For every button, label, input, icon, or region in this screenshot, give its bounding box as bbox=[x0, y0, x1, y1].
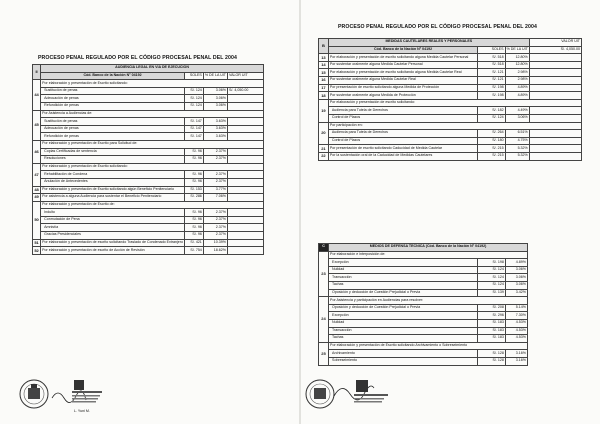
row-valor-empty bbox=[227, 95, 263, 103]
section-numeral: B bbox=[319, 39, 329, 54]
row-soles: S/. 198 bbox=[478, 92, 505, 100]
row-label: Amnistía bbox=[41, 224, 185, 232]
row-valor-empty bbox=[529, 54, 581, 62]
row-valor-empty bbox=[529, 114, 581, 122]
seal-emblem-icon bbox=[354, 380, 388, 403]
table-row bbox=[319, 99, 582, 107]
table-row bbox=[319, 61, 582, 69]
row-number: 20 bbox=[319, 122, 329, 145]
left-fee-table bbox=[32, 64, 264, 255]
table-row bbox=[319, 92, 582, 100]
table-row-subitem bbox=[33, 95, 264, 103]
row-soles: S/. 96 bbox=[184, 224, 203, 232]
row-soles: S/. 182 bbox=[478, 107, 505, 115]
row-valor-empty bbox=[529, 76, 581, 84]
row-pct-uit: 18.62% bbox=[203, 247, 227, 255]
section-numeral: II bbox=[33, 65, 41, 80]
table-row-subitem bbox=[33, 118, 264, 126]
table-row bbox=[319, 152, 582, 160]
row-label: Por elaboración y presentación de Escrito de: bbox=[41, 201, 264, 209]
row-label: Por asistencia a alguna Audiencia para sustentar el Beneficio Penitenciario bbox=[41, 194, 185, 202]
table-row-subitem bbox=[33, 125, 264, 133]
row-soles: S/. 286 bbox=[184, 194, 203, 202]
row-number: 52 bbox=[34, 247, 39, 253]
row-soles: S/. 128 bbox=[477, 350, 505, 358]
row-label: Adecuación de penas bbox=[41, 125, 185, 133]
table-row bbox=[33, 80, 264, 88]
row-label: Por sustentar oralmente alguna Medida Cautelar Real bbox=[328, 76, 478, 84]
right-column-header-row bbox=[319, 46, 582, 54]
row-number: 21 bbox=[319, 145, 329, 153]
row-label: Tachas bbox=[329, 335, 478, 343]
right-defensa-table bbox=[318, 243, 528, 366]
row-number: 47 bbox=[33, 163, 41, 186]
table-row-subitem bbox=[319, 281, 528, 289]
row-label: Transacción bbox=[329, 274, 478, 282]
row-label: Refundición de penas bbox=[41, 133, 185, 141]
page-fold-divider bbox=[299, 0, 301, 424]
table-row-subitem bbox=[33, 133, 264, 141]
row-label: Por elaboración y presentación de escrito de Acción de Revisión bbox=[41, 247, 185, 255]
right-official-seals bbox=[300, 366, 420, 420]
row-number: 49 bbox=[34, 194, 39, 200]
row-label: Transacción bbox=[329, 327, 478, 335]
right-bottom-section-header-row bbox=[319, 244, 528, 252]
row-label: Por sustentar oralmente alguna Medida Cautelar Personal bbox=[328, 61, 478, 69]
row-valor-empty bbox=[529, 69, 581, 77]
header-soles: SOLES bbox=[184, 72, 203, 80]
table-row bbox=[319, 76, 582, 84]
row-valor-empty bbox=[529, 152, 581, 160]
row-soles: S/. 153 bbox=[184, 186, 203, 194]
section-title: MEDIOS DE DEFENSA TECNICA (Cód. Banco de la Nación N° 04192) bbox=[329, 244, 528, 252]
row-pct-uit: 4.53% bbox=[505, 335, 527, 343]
row-soles: S/. 121 bbox=[478, 69, 505, 77]
row-valor-empty bbox=[227, 216, 263, 224]
row-valor-empty bbox=[227, 148, 263, 156]
table-row-subitem bbox=[319, 137, 582, 145]
table-row-subitem bbox=[319, 274, 528, 282]
row-number: 24 bbox=[319, 297, 329, 343]
row-pct-uit: 3.06% bbox=[203, 102, 227, 110]
table-row-subitem bbox=[33, 216, 264, 224]
row-pct-uit: 4.49% bbox=[505, 107, 529, 115]
table-row bbox=[33, 140, 264, 148]
row-pct-uit: 3.06% bbox=[505, 114, 529, 122]
row-valor-empty bbox=[227, 133, 263, 141]
row-label: Oposición y deducción de Cuestión Prejudicial o Previa bbox=[329, 289, 478, 297]
header-valor-uit: VALOR UIT bbox=[227, 72, 263, 80]
row-soles: S/. 421 bbox=[184, 239, 203, 247]
row-soles: S/. 180 bbox=[478, 137, 505, 145]
row-pct-uit: 2.37% bbox=[203, 178, 227, 186]
row-soles: S/. 147 bbox=[184, 118, 203, 126]
row-soles: S/. 296 bbox=[477, 312, 505, 320]
row-label: Audiencia para Tutela de Derechos bbox=[328, 130, 478, 138]
section-title: MEDIDAS CAUTELARES REALES Y PERSONALES bbox=[328, 39, 529, 47]
row-label: Por presentación de escrito solicitando Caducidad de Medida Cautelar bbox=[328, 145, 478, 153]
table-row-subitem bbox=[33, 102, 264, 110]
row-pct-uit: 4.89% bbox=[505, 259, 527, 267]
row-label: Archivamiento bbox=[329, 350, 478, 358]
row-soles: S/. 96 bbox=[184, 178, 203, 186]
row-label: Sobreseimiento bbox=[329, 357, 478, 365]
row-pct-uit: 3.63% bbox=[203, 118, 227, 126]
row-pct-uit: 10.39% bbox=[203, 239, 227, 247]
row-number: 50 bbox=[33, 201, 41, 239]
table-row-subitem bbox=[319, 319, 528, 327]
header-pct-uit: % DE LA UIT bbox=[505, 46, 529, 54]
row-pct-uit: 12.80% bbox=[505, 61, 529, 69]
row-soles: S/. 139 bbox=[477, 289, 505, 297]
row-label: Por la sustentación oral de la Caducidad de Medidas Cautelares bbox=[328, 152, 478, 160]
row-label: Copias Certificadas de sentencia bbox=[41, 148, 185, 156]
table-row-subitem bbox=[319, 266, 528, 274]
row-pct-uit: 4.53% bbox=[505, 327, 527, 335]
table-row-subitem bbox=[33, 156, 264, 164]
row-label: Por elaboración y presentación de escrito solicitando alguna Medida Cautelar Personal bbox=[328, 54, 478, 62]
row-label: Por elaboración y presentación de escrito solicitando alguna Medida Cautelar Real bbox=[328, 69, 478, 77]
row-label: Por Asistencia a Audiencias de: bbox=[41, 110, 264, 118]
row-soles: S/. 198 bbox=[477, 259, 505, 267]
row-pct-uit: 3.77% bbox=[203, 186, 227, 194]
table-row bbox=[33, 163, 264, 171]
table-row bbox=[319, 122, 582, 130]
row-soles: S/. 96 bbox=[184, 216, 203, 224]
row-pct-uit: 4.75% bbox=[505, 137, 529, 145]
table-row-subitem bbox=[319, 357, 528, 365]
row-label: Refundición de penas bbox=[41, 102, 185, 110]
table-row-subitem bbox=[33, 232, 264, 240]
table-row-subitem bbox=[33, 148, 264, 156]
row-label: Nulidad bbox=[329, 266, 478, 274]
row-soles: S/. 124 bbox=[184, 102, 203, 110]
row-number: 44 bbox=[33, 80, 41, 110]
row-label: Por elaboración y presentación de Escrito solicitando: bbox=[41, 80, 264, 88]
row-number: 18 bbox=[319, 92, 329, 100]
left-column-header-row bbox=[33, 72, 264, 80]
table-row-subitem bbox=[33, 224, 264, 232]
row-valor-empty bbox=[529, 130, 581, 138]
table-row-subitem bbox=[319, 130, 582, 138]
row-soles: S/. 518 bbox=[478, 61, 505, 69]
table-row-subitem bbox=[319, 259, 528, 267]
row-valor-empty bbox=[227, 156, 263, 164]
table-row bbox=[319, 251, 528, 259]
row-pct-uit: 6.51% bbox=[505, 130, 529, 138]
row-soles: S/. 208 bbox=[477, 304, 505, 312]
row-number: 46 bbox=[33, 140, 41, 163]
row-pct-uit: 2.37% bbox=[203, 171, 227, 179]
row-valor-empty bbox=[227, 186, 263, 194]
row-label: Por participación en: bbox=[328, 122, 581, 130]
section-title: AUDIENCIA LEGAL EN VIA DE EJECUCION bbox=[41, 65, 264, 73]
row-valor-empty bbox=[529, 137, 581, 145]
table-row bbox=[319, 54, 582, 62]
row-valor-empty bbox=[227, 247, 263, 255]
row-label: Gracias Presidenciales bbox=[41, 232, 185, 240]
row-soles: S/. 96 bbox=[184, 148, 203, 156]
valor-uit-amount: S/. 4,050.00 bbox=[529, 46, 581, 54]
row-valor-empty bbox=[227, 102, 263, 110]
section-numeral: C bbox=[319, 244, 329, 252]
row-number: 13 bbox=[319, 54, 329, 62]
table-row-subitem bbox=[319, 327, 528, 335]
row-number: 51 bbox=[34, 240, 39, 245]
left-signature-name: L. Yuni M. bbox=[74, 409, 90, 413]
row-soles: S/. 96 bbox=[184, 209, 203, 217]
row-soles: S/. 96 bbox=[184, 232, 203, 240]
row-label: Tachas bbox=[329, 281, 478, 289]
row-label: Control de Plazos bbox=[328, 137, 478, 145]
table-row bbox=[33, 110, 264, 118]
table-row-subitem bbox=[33, 209, 264, 217]
row-label: Por elaboración y presentación de Escrito solicitando algún Beneficio Penitenciario bbox=[41, 186, 185, 194]
table-row-subitem bbox=[33, 87, 264, 95]
row-valor-empty bbox=[529, 107, 581, 115]
right-section-header-row bbox=[319, 39, 582, 47]
row-pct-uit: 4.89% bbox=[505, 92, 529, 100]
row-valor-empty bbox=[227, 224, 263, 232]
row-valor-empty bbox=[227, 209, 263, 217]
row-valor-empty bbox=[529, 61, 581, 69]
row-soles: S/. 518 bbox=[478, 54, 505, 62]
row-pct-uit: 2.37% bbox=[203, 232, 227, 240]
row-valor-empty bbox=[227, 178, 263, 186]
row-valor-empty bbox=[529, 92, 581, 100]
table-row-subitem bbox=[319, 350, 528, 358]
row-label: Por elaboración y presentación de Escrito solicitando Archivamiento o Sobreseimiento bbox=[329, 342, 528, 350]
row-pct-uit: 7.30% bbox=[505, 312, 527, 320]
table-row bbox=[33, 186, 264, 194]
row-soles: S/. 96 bbox=[184, 171, 203, 179]
row-soles: S/. 121 bbox=[478, 76, 505, 84]
row-soles: S/. 124 bbox=[477, 266, 505, 274]
row-soles: S/. 183 bbox=[477, 319, 505, 327]
table-row-subitem bbox=[33, 178, 264, 186]
row-pct-uit: 7.06% bbox=[203, 194, 227, 202]
row-label: Por presentación de escrito solicitando alguna Medida de Protección bbox=[328, 84, 478, 92]
row-soles: S/. 128 bbox=[477, 357, 505, 365]
row-soles: S/. 124 bbox=[477, 281, 505, 289]
row-pct-uit: 3.63% bbox=[203, 125, 227, 133]
header-soles: SOLES bbox=[478, 46, 505, 54]
right-page-title: PROCESO PENAL REGULADO POR EL CÓDIGO PROCESAL PENAL DEL 2004 bbox=[338, 24, 537, 30]
row-pct-uit: 3.16% bbox=[505, 357, 527, 365]
row-number: 19 bbox=[319, 99, 329, 122]
row-pct-uit: 5.14% bbox=[505, 304, 527, 312]
row-number: 17 bbox=[319, 84, 329, 92]
table-row-subitem bbox=[319, 107, 582, 115]
row-soles: S/. 183 bbox=[477, 327, 505, 335]
right-medidas-table bbox=[318, 38, 582, 161]
row-number: 14 bbox=[319, 61, 329, 69]
row-pct-uit: 2.37% bbox=[203, 209, 227, 217]
row-soles: S/. 124 bbox=[184, 95, 203, 103]
header-valor-uit: VALOR UIT bbox=[529, 39, 581, 47]
valor-uit-amount: S/. 4,050.00 bbox=[227, 87, 263, 95]
row-pct-uit: 3.06% bbox=[203, 87, 227, 95]
row-soles: S/. 215 bbox=[478, 145, 505, 153]
table-row-subitem bbox=[33, 171, 264, 179]
seal-emblem-icon bbox=[306, 380, 334, 408]
row-pct-uit: 2.98% bbox=[505, 76, 529, 84]
section-bank-code: Cód. Banco de la Nación N° 04192 bbox=[328, 46, 478, 54]
row-label: Excepción bbox=[329, 312, 478, 320]
row-valor-empty bbox=[227, 125, 263, 133]
table-row-subitem bbox=[319, 304, 528, 312]
row-number: 15 bbox=[319, 69, 329, 77]
table-row bbox=[319, 84, 582, 92]
table-row-subitem bbox=[319, 312, 528, 320]
row-label: Oposición y deducción de Cuestión Prejudicial o Previa bbox=[329, 304, 478, 312]
row-label: Sustitución de penas bbox=[41, 118, 185, 126]
table-row bbox=[319, 145, 582, 153]
row-valor-empty bbox=[227, 118, 263, 126]
table-row bbox=[319, 69, 582, 77]
left-official-seals bbox=[12, 370, 122, 420]
row-label: Conmutación de Pena bbox=[41, 216, 185, 224]
row-label: Resoluciones bbox=[41, 156, 185, 164]
row-pct-uit: 4.53% bbox=[505, 319, 527, 327]
row-pct-uit: 3.42% bbox=[505, 289, 527, 297]
row-label: Por Asistencia y participación en Audiencias para resolver: bbox=[329, 297, 528, 305]
row-pct-uit: 2.98% bbox=[505, 69, 529, 77]
row-label: Excepción bbox=[329, 259, 478, 267]
row-soles: S/. 215 bbox=[478, 152, 505, 160]
row-pct-uit: 2.37% bbox=[203, 216, 227, 224]
row-pct-uit: 3.16% bbox=[505, 350, 527, 358]
row-pct-uit: 5.32% bbox=[505, 145, 529, 153]
row-number: 16 bbox=[319, 76, 329, 84]
table-row bbox=[319, 342, 528, 350]
header-pct-uit: % DE LA UIT bbox=[203, 72, 227, 80]
row-soles: S/. 183 bbox=[477, 335, 505, 343]
table-row bbox=[33, 201, 264, 209]
row-valor-empty bbox=[529, 84, 581, 92]
row-soles: S/. 147 bbox=[184, 125, 203, 133]
row-pct-uit: 3.06% bbox=[505, 266, 527, 274]
row-label: Adecuación de penas bbox=[41, 95, 185, 103]
row-soles: S/. 124 bbox=[184, 87, 203, 95]
row-soles: S/. 198 bbox=[478, 84, 505, 92]
row-pct-uit: 3.06% bbox=[505, 274, 527, 282]
row-label: Por elaboración y presentación de Escrito para Solicitud de: bbox=[41, 140, 264, 148]
row-label: Control de Plazos bbox=[328, 114, 478, 122]
row-label: Sustitución de penas bbox=[41, 87, 185, 95]
row-label: Anulación de Antecedentes bbox=[41, 178, 185, 186]
row-valor-empty bbox=[227, 171, 263, 179]
table-row-subitem bbox=[319, 289, 528, 297]
section-bank-code: Cód. Banco de la Nación N° 04192 bbox=[41, 72, 185, 80]
seal-emblem-icon bbox=[20, 380, 48, 408]
row-label: Por elaboración y presentación de escrito solicitando: bbox=[328, 99, 581, 107]
row-label: Por elaboración e interposición de: bbox=[329, 251, 528, 259]
row-label: Rehabilitación de Condena bbox=[41, 171, 185, 179]
row-valor-empty bbox=[227, 194, 263, 202]
row-label: Audiencia para Tutela de Derechos bbox=[328, 107, 478, 115]
row-soles: S/. 264 bbox=[478, 130, 505, 138]
row-label: Nulidad bbox=[329, 319, 478, 327]
table-row bbox=[319, 297, 528, 305]
row-label: Por sustentar oralmente alguna Medida de Protección bbox=[328, 92, 478, 100]
row-pct-uit: 3.06% bbox=[203, 95, 227, 103]
row-soles: S/. 147 bbox=[184, 133, 203, 141]
seal-emblem-icon bbox=[72, 380, 102, 403]
table-row bbox=[33, 194, 264, 202]
table-row-subitem bbox=[319, 335, 528, 343]
row-number: 22 bbox=[319, 152, 329, 160]
row-number: 48 bbox=[34, 186, 39, 192]
row-pct-uit: 3.06% bbox=[505, 281, 527, 289]
table-row-subitem bbox=[319, 114, 582, 122]
row-number: 25 bbox=[319, 342, 329, 365]
row-pct-uit: 4.89% bbox=[505, 84, 529, 92]
row-label: Por elaboración y presentación de escrito solicitando Traslado de Condenado Extranjero bbox=[41, 239, 185, 247]
row-soles: S/. 124 bbox=[477, 274, 505, 282]
left-page-title: PROCESO PENAL REGULADO POR EL CÓDIGO PROCESAL PENAL DEL 2004 bbox=[38, 55, 237, 61]
row-pct-uit: 2.37% bbox=[203, 156, 227, 164]
row-soles: S/. 96 bbox=[184, 156, 203, 164]
row-pct-uit: 5.32% bbox=[505, 152, 529, 160]
row-pct-uit: 12.80% bbox=[505, 54, 529, 62]
row-valor-empty bbox=[227, 232, 263, 240]
row-valor-empty bbox=[529, 145, 581, 153]
row-valor-empty bbox=[227, 239, 263, 247]
row-pct-uit: 2.37% bbox=[203, 224, 227, 232]
left-section-header-row bbox=[33, 65, 264, 73]
row-pct-uit: 3.63% bbox=[203, 133, 227, 141]
row-number: 23 bbox=[319, 251, 329, 297]
table-row bbox=[33, 239, 264, 247]
row-label: Indulto bbox=[41, 209, 185, 217]
row-pct-uit: 2.37% bbox=[203, 148, 227, 156]
row-soles: S/. 124 bbox=[478, 114, 505, 122]
table-row bbox=[33, 247, 264, 255]
row-soles: S/. 754 bbox=[184, 247, 203, 255]
row-label: Por elaboración y presentación de Escrito solicitando: bbox=[41, 163, 264, 171]
row-number: 45 bbox=[33, 110, 41, 140]
